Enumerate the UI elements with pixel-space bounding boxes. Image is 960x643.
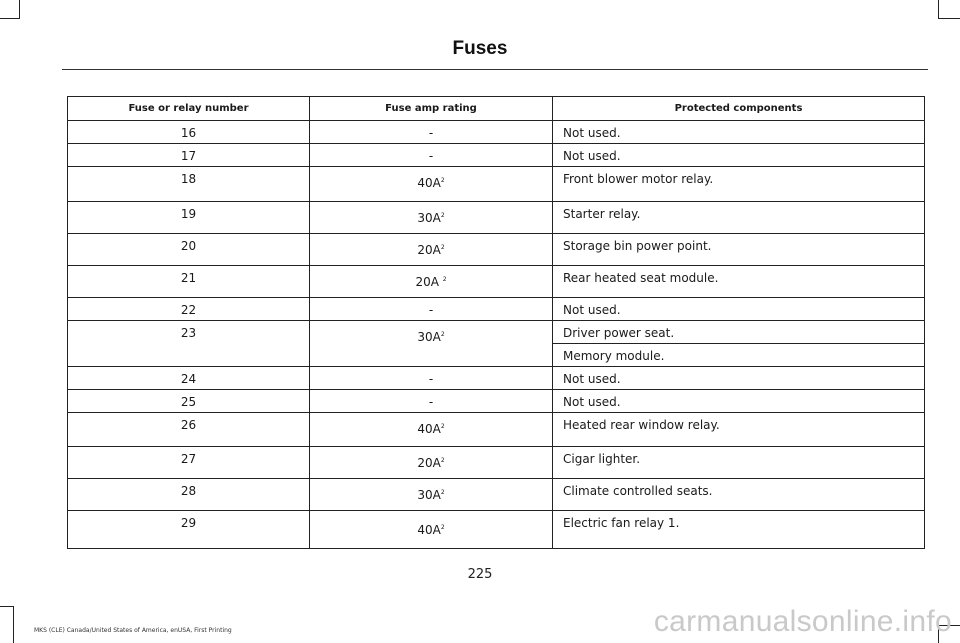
column-header-amp-rating: Fuse amp rating <box>310 97 553 121</box>
table-row <box>68 202 925 234</box>
table-row <box>68 266 925 298</box>
crop-mark-bottom-left-h <box>0 606 14 607</box>
table-row <box>68 321 925 344</box>
amp-value: 30A <box>417 488 441 502</box>
fuse-number: 24 <box>68 367 310 390</box>
protected-component: Electric fan relay 1. <box>553 511 925 549</box>
amp-rating <box>310 234 553 266</box>
amp-rating <box>310 479 553 511</box>
column-header-fuse-number: Fuse or relay number <box>68 97 310 121</box>
fuse-number: 17 <box>68 144 310 167</box>
amp-value: 20A <box>417 456 441 470</box>
table-row <box>68 298 925 321</box>
amp-value: 40A <box>417 422 441 436</box>
protected-component: Climate controlled seats. <box>553 479 925 511</box>
amp-value: 20A <box>415 275 443 289</box>
fuse-number: 21 <box>68 266 310 298</box>
fuse-number: 18 <box>68 167 310 202</box>
fuse-number: 19 <box>68 202 310 234</box>
amp-value: 30A <box>417 330 441 344</box>
footnote-marker: 2 <box>440 244 445 251</box>
protected-component: Storage bin power point. <box>553 234 925 266</box>
protected-component: Cigar lighter. <box>553 447 925 479</box>
protected-component: Starter relay. <box>553 202 925 234</box>
amp-value: - <box>428 395 434 409</box>
crop-mark-top-left-v <box>19 0 20 19</box>
footnote-marker: 2 <box>440 423 445 430</box>
amp-rating <box>310 202 553 234</box>
fuse-number: 26 <box>68 413 310 447</box>
table-row <box>68 367 925 390</box>
title-divider <box>62 69 928 70</box>
amp-value: 20A <box>417 243 441 257</box>
amp-value: 30A <box>417 211 441 225</box>
fuse-number: 20 <box>68 234 310 266</box>
crop-mark-top-right-v <box>938 0 939 19</box>
amp-rating <box>310 321 553 367</box>
fuse-number: 23 <box>68 321 310 367</box>
protected-component: Not used. <box>553 144 925 167</box>
fuse-table <box>67 96 925 549</box>
amp-rating <box>310 298 553 321</box>
fuse-number: 28 <box>68 479 310 511</box>
amp-rating <box>310 167 553 202</box>
footnote-marker: 2 <box>440 489 445 496</box>
protected-component: Not used. <box>553 121 925 144</box>
amp-rating <box>310 121 553 144</box>
table-row <box>68 234 925 266</box>
page-number: 225 <box>467 567 493 582</box>
amp-rating <box>310 390 553 413</box>
table-row <box>68 511 925 549</box>
table-row <box>68 413 925 447</box>
table-header-row <box>68 97 925 121</box>
amp-value: - <box>428 149 434 163</box>
crop-mark-bottom-left-v <box>13 606 14 643</box>
footnote-marker: 2 <box>440 457 445 464</box>
fuse-number: 29 <box>68 511 310 549</box>
footnote-marker: 2 <box>440 331 445 338</box>
table-row <box>68 144 925 167</box>
watermark: carmanualsonline.info <box>653 605 952 638</box>
footnote-marker: 2 <box>440 524 445 531</box>
page-title: Fuses <box>452 38 508 59</box>
fuse-number: 16 <box>68 121 310 144</box>
protected-component: Heated rear window relay. <box>553 413 925 447</box>
amp-rating <box>310 447 553 479</box>
protected-component: Rear heated seat module. <box>553 266 925 298</box>
amp-value: - <box>428 372 434 386</box>
crop-mark-top-left-h <box>0 18 20 19</box>
table-row <box>68 167 925 202</box>
table-row <box>68 121 925 144</box>
table-row <box>68 479 925 511</box>
amp-rating <box>310 266 553 298</box>
fuse-number: 27 <box>68 447 310 479</box>
fuse-number: 22 <box>68 298 310 321</box>
protected-component: Front blower motor relay. <box>553 167 925 202</box>
footnote-marker: 2 <box>440 177 445 184</box>
footer-edition-text: MKS (CLE) Canada/United States of America, enUSA, First Printing <box>34 627 232 634</box>
amp-value: 40A <box>417 176 441 190</box>
table-row <box>68 447 925 479</box>
amp-value: - <box>428 303 434 317</box>
amp-rating <box>310 367 553 390</box>
amp-value: - <box>428 126 434 140</box>
protected-component: Memory module. <box>553 344 925 367</box>
protected-component: Not used. <box>553 367 925 390</box>
amp-rating <box>310 144 553 167</box>
footnote-marker: 2 <box>440 212 445 219</box>
crop-mark-top-right-h <box>938 18 960 19</box>
protected-component: Driver power seat. <box>553 321 925 344</box>
amp-value: 40A <box>417 523 441 537</box>
table-row <box>68 390 925 413</box>
protected-component: Not used. <box>553 390 925 413</box>
footnote-marker: 2 <box>442 276 447 283</box>
amp-rating <box>310 413 553 447</box>
column-header-protected-components: Protected components <box>553 97 925 121</box>
fuse-number: 25 <box>68 390 310 413</box>
protected-component: Not used. <box>553 298 925 321</box>
amp-rating <box>310 511 553 549</box>
